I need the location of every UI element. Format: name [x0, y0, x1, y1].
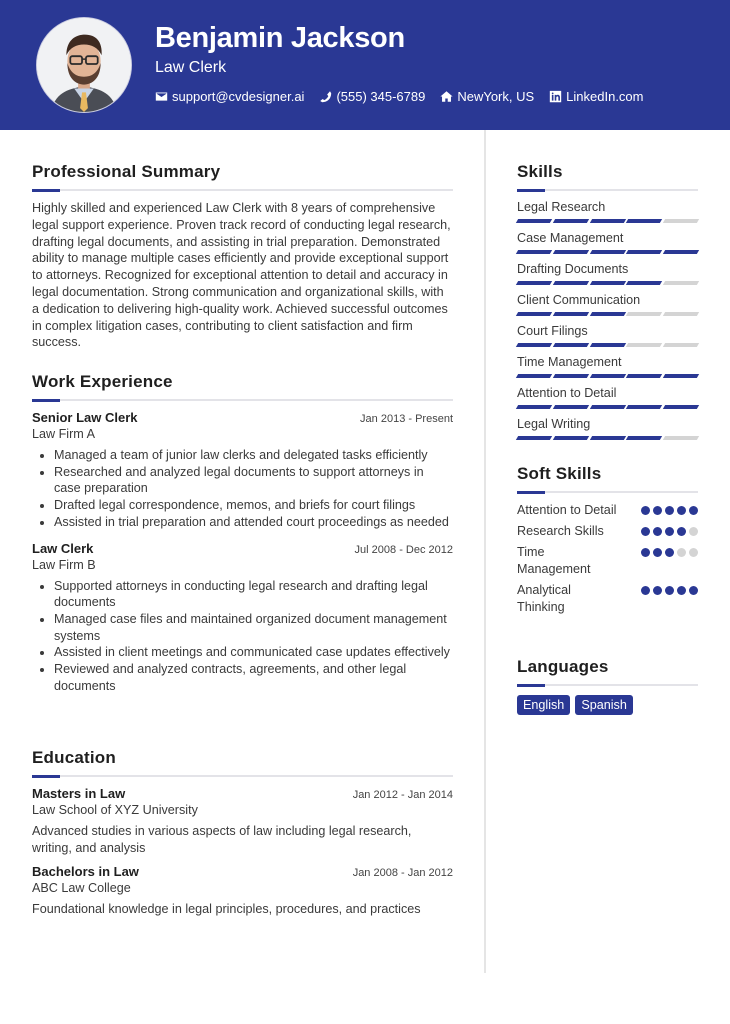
phone-icon — [319, 90, 332, 103]
rating-dot-icon — [677, 586, 686, 595]
soft-skill-rating — [641, 548, 698, 557]
skill-level-segment — [663, 219, 699, 223]
language-badge: Spanish — [575, 695, 633, 715]
section-rule — [517, 491, 698, 493]
skill-level-segment — [663, 250, 699, 254]
person-portrait-icon — [37, 18, 131, 112]
language-badge: English — [517, 695, 570, 715]
contact-email-text: support@cvdesigner.ai — [172, 89, 305, 104]
skill-level-segment — [516, 405, 552, 409]
skill-level-bar — [517, 281, 698, 285]
degree-title: Bachelors in Law — [32, 864, 139, 880]
skill-level-segment — [553, 281, 589, 285]
job-bullet: Assisted in client meetings and communicated case updates effectively — [54, 644, 453, 661]
rating-dot-icon — [653, 506, 662, 515]
job-entry — [32, 541, 453, 695]
skill-level-segment — [553, 436, 589, 440]
skill-name: Client Communication — [517, 293, 641, 307]
section-rule — [517, 189, 698, 191]
degree-title: Masters in Law — [32, 786, 126, 801]
job-bullet: Reviewed and analyzed contracts, agreements, and other legal documents — [54, 661, 453, 694]
column-divider — [484, 130, 486, 973]
skill-item — [517, 324, 698, 347]
skill-level-segment — [553, 374, 589, 378]
contact-location-text: NewYork, US — [457, 89, 535, 104]
envelope-icon — [155, 90, 168, 103]
skill-item — [517, 262, 698, 285]
job-title: Law Clerk — [32, 540, 94, 556]
skill-level-segment — [626, 281, 662, 285]
skill-level-segment — [516, 250, 552, 254]
skill-name: Court Filings — [517, 324, 588, 338]
rating-dot-icon — [665, 527, 674, 536]
resume-header — [0, 0, 730, 130]
rating-dot-icon — [677, 548, 686, 557]
skill-level-segment — [516, 374, 552, 378]
school-name: ABC Law College — [32, 881, 131, 896]
rating-dot-icon — [653, 586, 662, 595]
skill-name: Legal Research — [517, 200, 606, 214]
skill-level-segment — [516, 281, 552, 285]
rating-dot-icon — [665, 506, 674, 515]
skills-list — [517, 200, 698, 440]
skill-name: Legal Writing — [517, 417, 591, 431]
skill-level-bar — [517, 405, 698, 409]
rating-dot-icon — [689, 506, 698, 515]
soft-skill-item — [517, 544, 698, 578]
job-title: Senior Law Clerk — [32, 410, 138, 425]
section-rule — [32, 775, 453, 777]
skill-level-segment — [663, 343, 699, 347]
soft-skill-item — [517, 523, 698, 540]
contact-phone-text: (555) 345-6789 — [336, 89, 426, 104]
skill-item — [517, 417, 698, 440]
skill-level-segment — [553, 250, 589, 254]
rating-dot-icon — [641, 548, 650, 557]
rating-dot-icon — [689, 586, 698, 595]
summary-text: Highly skilled and experienced Law Clerk with 8 years of comprehensive legal support experience. Proven track record of conducting legal research, drafting legal documents, and assisting in trial preparation. Demonstrated ability to manage multiple cases efficiently and provide exceptional support to attorneys. Recognized for exceptional attention to detail and accuracy in legal documentation. Strong communication and organizational skills, with a dedication to delivering high-quality work. Achieved successful outcomes in complex litigation cases, contributing to client satisfaction and firm success. — [32, 201, 451, 350]
skill-level-segment — [663, 436, 699, 440]
contact-linkedin-text: LinkedIn.com — [566, 89, 644, 104]
skill-item — [517, 355, 698, 378]
skill-level-segment — [626, 250, 662, 254]
soft-skill-name: Research Skills — [517, 524, 604, 538]
home-icon — [440, 90, 453, 103]
skill-name: Case Management — [517, 231, 624, 245]
skill-item — [517, 386, 698, 409]
rating-dot-icon — [665, 548, 674, 557]
job-bullet: Drafted legal correspondence, memos, and briefs for court filings — [54, 497, 453, 514]
skill-level-segment — [663, 281, 699, 285]
linkedin-icon — [549, 90, 562, 103]
soft-skills-list — [517, 502, 698, 616]
job-bullet: Supported attorneys in conducting legal research and drafting legal documents — [54, 578, 453, 611]
skill-level-segment — [589, 281, 625, 285]
skill-level-segment — [589, 405, 625, 409]
candidate-name: Benjamin Jackson — [155, 22, 405, 54]
contact-phone[interactable] — [319, 89, 425, 104]
skill-level-bar — [517, 312, 698, 316]
contact-location — [440, 89, 534, 104]
skill-level-segment — [516, 219, 552, 223]
skill-level-segment — [589, 343, 625, 347]
education-entry — [32, 864, 453, 918]
rating-dot-icon — [653, 527, 662, 536]
section-rule — [517, 684, 698, 686]
soft-skill-name: Attention to Detail — [517, 503, 617, 517]
skill-name: Time Management — [517, 355, 622, 369]
job-bullets — [32, 578, 453, 695]
skill-level-segment — [553, 312, 589, 316]
language-list — [517, 695, 698, 715]
section-languages — [517, 657, 698, 715]
rating-dot-icon — [689, 548, 698, 557]
section-education — [32, 748, 453, 918]
skill-level-bar — [517, 219, 698, 223]
skill-level-segment — [589, 312, 625, 316]
skill-level-segment — [663, 374, 699, 378]
education-date: Jan 2008 - Jan 2012 — [352, 867, 453, 880]
skill-item — [517, 200, 698, 223]
section-summary — [32, 162, 453, 351]
section-rule — [32, 189, 453, 191]
job-date: Jan 2013 - Present — [360, 413, 453, 425]
skill-level-segment — [589, 219, 625, 223]
soft-skill-rating — [641, 506, 698, 515]
rating-dot-icon — [677, 527, 686, 536]
soft-skill-item — [517, 582, 698, 616]
rating-dot-icon — [641, 586, 650, 595]
skill-level-segment — [553, 343, 589, 347]
contact-list — [155, 89, 659, 104]
section-soft-skills — [517, 464, 698, 620]
job-date: Jul 2008 - Dec 2012 — [354, 543, 453, 556]
job-company: Law Firm B — [32, 557, 96, 572]
job-company: Law Firm A — [32, 427, 95, 441]
skill-level-segment — [626, 219, 662, 223]
candidate-title: Law Clerk — [155, 59, 227, 76]
skill-level-segment — [516, 436, 552, 440]
rating-dot-icon — [653, 548, 662, 557]
skill-level-bar — [517, 250, 698, 254]
school-name: Law School of XYZ University — [32, 803, 198, 817]
job-bullets — [32, 447, 453, 531]
job-bullet: Assisted in trial preparation and attended court proceedings as needed — [54, 514, 453, 531]
education-description: Advanced studies in various aspects of law including legal research, writing, and analysis — [32, 824, 412, 855]
skill-level-segment — [626, 312, 662, 316]
skill-item — [517, 293, 698, 316]
skill-level-segment — [516, 343, 552, 347]
soft-skill-rating — [641, 527, 698, 536]
skill-level-segment — [553, 219, 589, 223]
skill-level-segment — [589, 250, 625, 254]
skill-level-segment — [626, 405, 662, 409]
soft-skill-item — [517, 502, 698, 519]
skill-name: Attention to Detail — [517, 386, 617, 400]
section-heading: Skills — [517, 162, 563, 181]
section-experience — [32, 372, 453, 694]
soft-skill-name: Time Management — [517, 545, 591, 576]
soft-skill-name: Analytical Thinking — [517, 583, 571, 614]
rating-dot-icon — [641, 527, 650, 536]
job-bullet: Researched and analyzed legal documents to support attorneys in case preparation — [54, 464, 453, 497]
skill-name: Drafting Documents — [517, 262, 629, 276]
skill-level-bar — [517, 374, 698, 378]
section-skills — [517, 162, 698, 448]
skill-level-segment — [663, 405, 699, 409]
education-entry — [32, 786, 453, 856]
section-heading: Professional Summary — [32, 162, 221, 181]
section-heading: Education — [32, 748, 116, 767]
soft-skill-rating — [641, 586, 698, 595]
section-heading: Languages — [517, 657, 609, 676]
skill-level-segment — [553, 405, 589, 409]
skill-level-segment — [626, 374, 662, 378]
skill-level-segment — [626, 436, 662, 440]
skill-level-segment — [663, 312, 699, 316]
job-entry — [32, 410, 453, 531]
section-heading: Work Experience — [32, 372, 173, 391]
job-bullet: Managed a team of junior law clerks and delegated tasks efficiently — [54, 447, 453, 464]
job-bullet: Managed case files and maintained organized document management systems — [54, 611, 453, 644]
education-description: Foundational knowledge in legal principles, procedures, and practices — [32, 902, 421, 917]
skill-level-segment — [626, 343, 662, 347]
skill-item — [517, 231, 698, 254]
contact-email[interactable] — [155, 89, 304, 104]
rating-dot-icon — [641, 506, 650, 515]
rating-dot-icon — [677, 506, 686, 515]
skill-level-bar — [517, 436, 698, 440]
skill-level-segment — [516, 312, 552, 316]
skill-level-segment — [589, 436, 625, 440]
rating-dot-icon — [689, 527, 698, 536]
section-heading: Soft Skills — [517, 464, 602, 483]
skill-level-bar — [517, 343, 698, 347]
education-date: Jan 2012 - Jan 2014 — [352, 789, 453, 801]
profile-photo — [36, 17, 132, 113]
section-rule — [32, 399, 453, 401]
rating-dot-icon — [665, 586, 674, 595]
skill-level-segment — [589, 374, 625, 378]
contact-linkedin[interactable] — [549, 89, 643, 104]
